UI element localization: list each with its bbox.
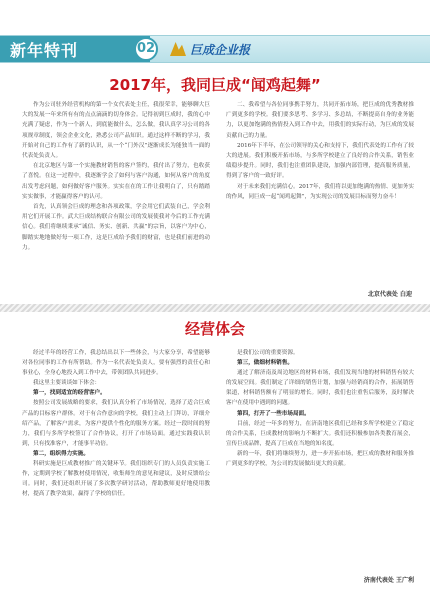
article-column-left — [22, 348, 210, 580]
paragraph: 科研实施是巨成教材推广的关键环节。我们组织专门的人员负责实施工作，定期到学校了解教材使用情况，收集师生的意见和建议，及时反馈给公司。同时，我们还组织开展了多次教学研讨活动，帮助教师更好地使用教材，提高了教学效果，赢得了学校的信任。 — [22, 461, 210, 498]
paragraph: 经过半年的经营工作，我总结出以下一些体会，与大家分享，希望能够对各位同事的工作有所帮助。作为一名代表处负责人，要有强烈的责任心和事业心，全身心地投入到工作中去，带领团队共同进步。 — [22, 350, 210, 377]
paragraph: 首先，认真领会巨成的理念和各项政策，学会用它们武装自己，学会利用它们开展工作。武大巨成结构联合有限公司的发展使我对今后的工作充满信心。我们将继续秉承“诚信、务实、创新、共赢”的宗旨，以客户为中心，脚踏实地地做好每一项工作，这是巨成给予我们的财富，也是我们前进的动力。 — [22, 204, 210, 251]
paragraph: 是我们公司的重要资源。 — [237, 350, 299, 356]
subheading: 第一，找到适宜的经营客户。 — [33, 390, 106, 397]
article-body — [22, 348, 414, 580]
article-column-right — [226, 100, 414, 280]
subheading: 第四，打开了一些市场局面。 — [237, 410, 310, 417]
section-title: 新年特刊 — [10, 41, 79, 60]
article-title: 经营体会 — [184, 320, 245, 338]
page-number: 02 — [134, 37, 158, 61]
paragraph: 新的一年，我们将继续努力，进一步开拓市场，把巨成的教材和服务推广到更多的学校，为公司的发展做出更大的贡献。 — [226, 450, 414, 468]
paragraph: 对于未来我们充满信心。2017年，我们将以更加饱满的热情、更加务实的作风，同巨成一起“闻鸡起舞”，为实现公司的发展目标而努力奋斗！ — [226, 183, 414, 200]
section-title-band — [0, 36, 150, 62]
subheading: 第三，做细材料销售。 — [237, 360, 293, 367]
paragraph: 作为公司驻外经营机构的第一个女代表处主任，我很荣幸，能够聊大巨大的发展一年来所有有的点点滴滴的切身体会。记得初到巨成时，我的心中充满了疑虑，作为一个新人，到底能做什么，怎么做，我认真学习公司的各项规章制度，领会企业文化，熟悉公司产品知识。通过这样不断的学习，我开始对自己的工作有了新的认识，从一个“门外汉”逐渐成长为能独当一面的代表处负责人。 — [22, 102, 210, 160]
subheading: 第二，组织得力实施。 — [33, 450, 89, 457]
article-column-right — [226, 348, 414, 580]
paragraph: 按照公司发展战略的要求，我们认真分析了市场情况，选择了适合巨成产品的目标客户群体。对于有合作意向的学校，我们主动上门拜访，详细介绍产品，了解客户需求，为客户提供个性化的服务方案。经过一段时间的努力，我们与多所学校签订了合作协议，打开了市场局面。通过实践我认识到，只有找准客户，才能事半功倍。 — [22, 400, 210, 447]
section-divider — [0, 304, 430, 312]
article-title: 2017年，我同巨成“闻鸡起舞” — [109, 76, 321, 94]
article-column-left — [22, 100, 210, 280]
logo-text: 巨成企业报 — [190, 42, 251, 57]
paragraph: 2016年下半年，在公司领导的关心和支持下，我们代表处的工作有了较大的进展。我们积极开拓市场，与多所学校建立了良好的合作关系，销售业绩稳步提升。同时，我们也注重团队建设，加强内部管理，提高服务质量，得到了客户的一致好评。 — [226, 142, 414, 180]
paragraph: 目前，经过一年多的努力，在济南地区我们已经和多所学校建立了稳定的合作关系，巨成教材的影响力不断扩大。我们还积极参加各类教育展会，宣传巨成品牌，提高了巨成在当地的知名度。 — [226, 420, 414, 447]
article-signature: 济南代表处 王广利 — [363, 577, 414, 584]
paragraph: 在北京地区与第一个实施教材销售的客户签约，我付出了努力，也收获了喜悦。在这一过程中，我逐渐学会了如何与客户沟通，如何从客户的角度出发考虑问题，如何做好客户服务。实实在在的工作让我明白了，只有踏踏实实做事，才能赢得客户的认可。 — [22, 163, 210, 200]
article-signature: 北京代表处 白迎 — [367, 291, 412, 298]
logo-icon — [170, 42, 186, 56]
article-body — [22, 100, 414, 280]
publication-logo — [170, 41, 250, 57]
paragraph: 通过了解济南及周边地区的材料市场，我们发现当地的材料销售有较大的发展空间。我们制定了详细的销售计划，加强与经销商的合作，拓展销售渠道，材料销售额有了明显的增长。同时，我们也注重售后服务，及时解决客户在使用中遇到的问题。 — [226, 370, 414, 407]
section-header — [0, 35, 430, 63]
paragraph: 我这里主要谈谈如下体会： — [33, 380, 101, 387]
paragraph: 二、我希望与各位同事携手努力，共同开拓市场，把巨成的优秀教材推广到更多的学校。我们要多思考、多学习、多总结，不断提高自身的业务能力，以更加饱满的热情投入到工作中去，用我们的实际行动，为巨成的发展贡献自己的力量。 — [226, 102, 414, 139]
